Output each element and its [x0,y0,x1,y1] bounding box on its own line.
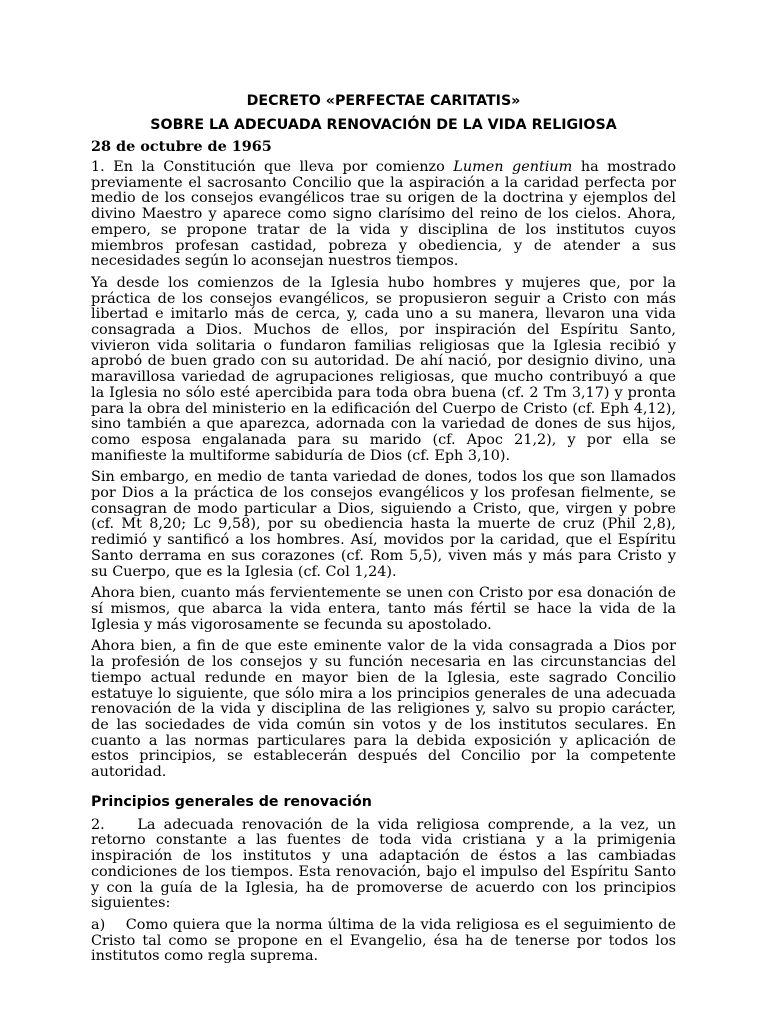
paragraph-7-text: Como quiera que la norma última de la vida religiosa es el seguimiento de Cristo tal como se propone en el Evangelio, ésa ha de tenerse por todos los institutos como regla suprema. [91,916,676,965]
decree-date: 28 de octubre de 1965 [91,138,272,155]
paragraph-6-number: 2. [91,816,105,833]
decree-subtitle: SOBRE LA ADECUADA RENOVACIÓN DE LA VIDA RELIGIOSA [150,117,617,133]
paragraph-3: Sin embargo, en medio de tanta variedad de dones, todos los que son llamados por Dios a la práctica de los consejos evangélicos y los profesan fielmente, se consagran de modo particular a Dios, siguiendo a Cristo, que, virgen y pobre (cf. Mt 8,20; Lc 9,58), por su obediencia hasta la muerte de cruz (Phil 2,8), redimió y santificó a los hombres. Así, movidos por la caridad, que el Espíritu Santo derrama en sus corazones (cf. Rom 5,5), viven más y más para Cristo y su Cuerpo, que es la Iglesia (cf. Col 1,24). [91,469,676,580]
paragraph-2: Ya desde los comienzos de la Iglesia hubo hombres y mujeres que, por la práctica de los consejos evangélicos, se propusieron seguir a Cristo con más libertad e imitarlo más de cerca, y, cada uno a su manera, llevaron una vida consagrada a Dios. Muchos de ellos, por inspiración del Espíritu Santo, vivieron vida solitaria o fundaron familias religiosas que la Iglesia recibió y aprobó de buen grado con su autoridad. De ahí nació, por designio divino, una maravillosa variedad de agrupaciones religiosas, que mucho contribuyó a que la Iglesia no sólo esté apercibida para toda obra buena (cf. 2 Tm 3,17) y pronta para la obra del ministerio en la edificación del Cuerpo de Cristo (cf. Eph 4,12), sino también a que aparezca, adornada con la variedad de dones de sus hijos, como esposa engalanada para su marido (cf. Apoc 21,2), y por ella se manifieste la multiforme sabiduría de Dios (cf. Eph 3,10). [91,274,676,464]
paragraph-7 [91,918,676,965]
decree-title: DECRETO «PERFECTAE CARITATIS» [246,93,521,109]
paragraph-6-text: La adecuada renovación de la vida religiosa comprende, a la vez, un retorno constante a las fuentes de toda vida cristiana y a la primigenia inspiración de los institutos y una adaptación de éstos a las cambiadas condiciones de los tiempos. Esta renovación, bajo el impulso del Espíritu Santo y con la guía de la Iglesia, ha de promoverse de acuerdo con los principios siguientes: [91,816,676,912]
paragraph-5: Ahora bien, a fin de que este eminente valor de la vida consagrada a Dios por la profesión de los consejos y su función necesaria en las circunstancias del tiempo actual redunde en mayor bien de la Iglesia, este sagrado Concilio estatuye lo siguiente, que sólo mira a los principios generales de una adecuada renovación de la vida y disciplina de las religiones y, salvo su propio carácter, de las sociedades de vida común sin votos y de los institutos seculares. En cuanto a las normas particulares para la debida exposición y aplicación de estos principios, se establecerán después del Concilio por la competente autoridad. [91,638,676,781]
paragraph-6 [91,818,676,912]
paragraph-7-marker: a) [91,916,106,933]
document-page [91,91,676,965]
paragraph-1-rest: ha mostrado previamente el sacrosanto Concilio que la aspiración a la caridad perfecta por medio de los consejos evangélicos trae su origen de la doctrina y ejemplos del divino Maestro y aparece como signo clarísimo del reino de los cielos. Ahora, empero, se propone tratar de la vida y disciplina de los institutos cuyos miembros profesan castidad, pobreza y obediencia, y de atender a sus necesidades según lo aconsejan nuestros tiempos. [91,159,676,270]
section-heading: Principios generales de renovación [91,793,372,810]
paragraph-1-italic: Lumen gentium [453,159,573,175]
paragraph-1-start: 1. En la Constitución que lleva por comienzo [91,159,454,175]
paragraph-4: Ahora bien, cuanto más fervientemente se unen con Cristo por esa donación de sí mismos, que abarca la vida entera, tanto más fértil se hace la vida de la Iglesia y más vigorosamente se fecunda su apostolado. [91,585,676,633]
paragraph-1 [91,160,676,270]
